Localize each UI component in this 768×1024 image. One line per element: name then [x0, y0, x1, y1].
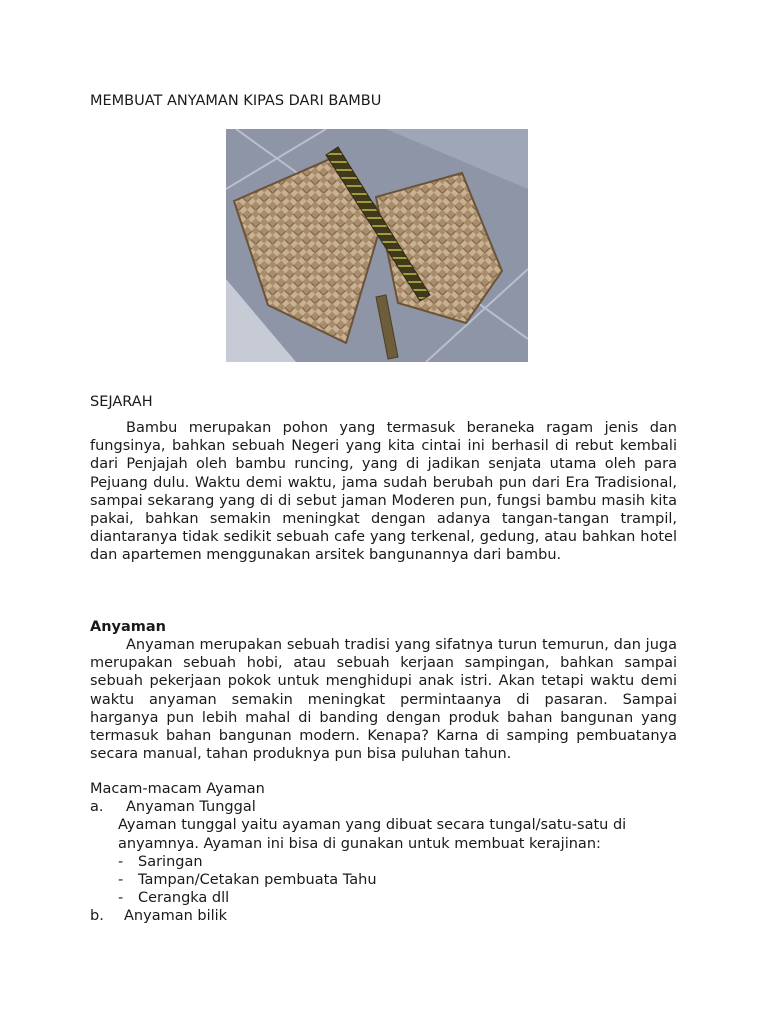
- list-item-b: [90, 907, 690, 925]
- sub-item-label: Saringan: [138, 853, 203, 870]
- sejarah-text: Bambu merupakan pohon yang termasuk beraneka ragam jenis dan fungsinya, bahkan sebuah Negeri yang kita cintai ini berhasil di rebut kembali dari Penjajah oleh bambu runcing, yang di jadikan senjata utama oleh para Pejuang dulu. Waktu demi waktu, jama sudah berubah pun dari Era Tradisional, sampai sekarang yang di di sebut jaman Moderen pun, fungsi bambu masih kita pakai, bahkan semakin meningkat dengan adanya tangan-tangan trampil, diantaranya tidak sedikit sebuah cafe yang terkenal, gedung, atau bahkan hotel dan apartemen menggunakan arsitek bangunannya dari bambu.: [90, 420, 677, 564]
- weave-types-list: [90, 780, 690, 926]
- bamboo-fan-photo: [226, 129, 528, 362]
- bamboo-fan-illustration: [226, 129, 528, 362]
- sub-item-list: [118, 853, 690, 908]
- dash-bullet: -: [118, 890, 124, 907]
- section-body-anyaman: [90, 636, 677, 763]
- sub-item-label: Cerangka dll: [138, 890, 230, 907]
- section-heading-anyaman: Anyaman: [90, 619, 166, 635]
- list-item: [118, 853, 690, 871]
- dash-bullet: -: [118, 853, 124, 870]
- list-item: [118, 871, 690, 889]
- sub-item-label: Tampan/Cetakan pembuata Tahu: [138, 872, 377, 889]
- list-item-label: Anyaman Tunggal: [126, 799, 256, 816]
- document-page: [90, 92, 677, 110]
- section-body-sejarah: [90, 419, 677, 565]
- dash-bullet: -: [118, 872, 124, 889]
- list-marker: a.: [90, 799, 104, 816]
- list-item-label: Anyaman bilik: [124, 908, 228, 925]
- list-marker: b.: [90, 908, 104, 925]
- list-title: Macam-macam Ayaman: [90, 781, 265, 797]
- list-item-description: Ayaman tunggal yaitu ayaman yang dibuat secara tungal/satu-satu di anyamnya. Ayaman ini bisa di gunakan untuk membuat kerajinan:: [118, 817, 627, 852]
- document-title: MEMBUAT ANYAMAN KIPAS DARI BAMBU: [90, 93, 382, 109]
- anyaman-text: Anyaman merupakan sebuah tradisi yang sifatnya turun temurun, dan juga merupakan sebuah hobi, atau sebuah kerjaan sampingan, bahkan sampai sebuah pekerjaan pokok untuk menghidupi anak istri. Akan tetapi waktu demi waktu anyaman semakin meningkat permintaanya di pasaran. Sampai harganya pun lebih mahal di banding dengan produk bahan bangunan yang termasuk bahan bangunan modern. Kenapa? Karna di samping pembuatanya secara manual, tahan produknya pun bisa puluhan tahun.: [90, 637, 677, 763]
- section-heading-sejarah: SEJARAH: [90, 394, 153, 410]
- list-item-a: [90, 798, 690, 816]
- list-item: [118, 889, 690, 907]
